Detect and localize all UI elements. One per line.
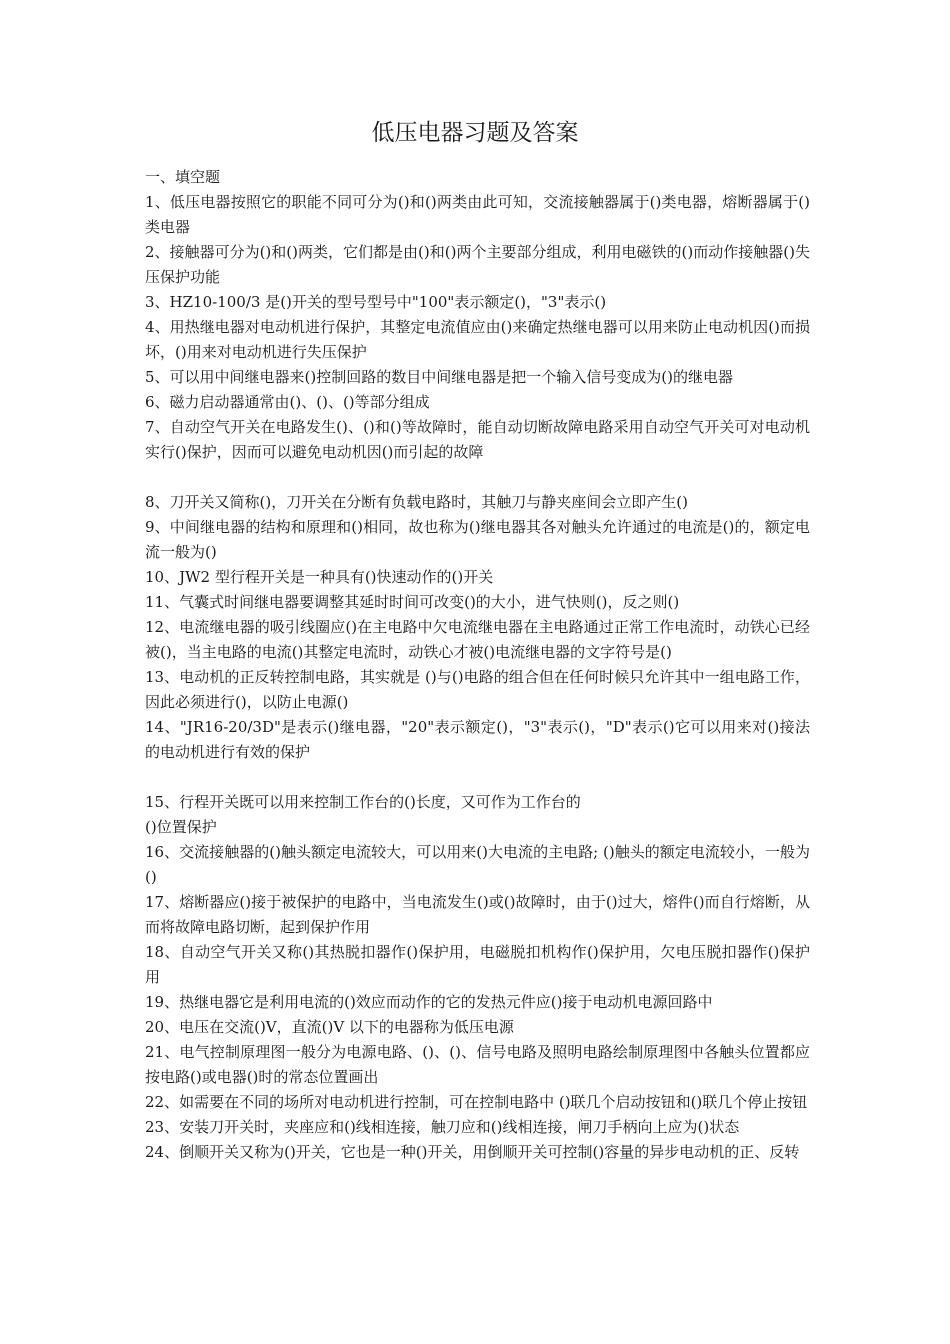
question-15-continued: ()位置保护 bbox=[145, 818, 217, 836]
question-23: 23、安装刀开关时，夹座应和()线相连接，触刀应和()线相连接，闸刀手柄向上应为()状态 bbox=[145, 1118, 740, 1136]
question-2: 2、接触器可分为()和()两类，它们都是由()和()两个主要部分组成，利用电磁铁的()而动作接触器()失压保护功能 bbox=[145, 243, 810, 286]
paragraph-gap bbox=[145, 465, 810, 490]
document-title: 低压电器习题及答案 bbox=[371, 120, 579, 146]
paragraph-gap bbox=[145, 765, 810, 790]
question-7: 7、自动空气开关在电路发生()、()和()等故障时，能自动切断故障电路采用自动空气开关可对电动机实行()保护，因而可以避免电动机因()而引起的故障 bbox=[145, 418, 810, 461]
question-8: 8、刀开关又简称()，刀开关在分断有负载电路时，其触刀与静夹座间会立即产生() bbox=[145, 493, 688, 511]
question-14: 14、"JR16-20/3D"是表示()继电器，"20"表示额定()，"3"表示()，"D"表示()它可以用来对()接法的电动机进行有效的保护 bbox=[145, 718, 810, 761]
question-9: 9、中间继电器的结构和原理和()相同，故也称为()继电器其各对触头允许通过的电流是()的，额定电流一般为() bbox=[145, 518, 810, 561]
question-6: 6、磁力启动器通常由()、()、()等部分组成 bbox=[145, 393, 430, 411]
question-12: 12、电流继电器的吸引线圈应()在主电路中欠电流继电器在主电路通过正常工作电流时，动铁心已经被()，当主电路的电流()其整定电流时，动铁心才被()电流继电器的文字符号是() bbox=[145, 618, 810, 661]
section-heading: 一、填空题 bbox=[145, 168, 221, 186]
question-11: 11、气囊式时间继电器要调整其延时时间可改变()的大小，进气快则()，反之则() bbox=[145, 593, 680, 611]
question-21: 21、电气控制原理图一般分为电源电路、()、()、信号电路及照明电路绘制原理图中各触头位置都应按电路()或电器()时的常态位置画出 bbox=[145, 1043, 810, 1086]
question-18: 18、自动空气开关又称()其热脱扣器作()保护用，电磁脱扣机构作()保护用，欠电压脱扣器作()保护用 bbox=[145, 943, 810, 986]
question-22: 22、如需要在不同的场所对电动机进行控制，可在控制电路中 ()联几个启动按钮和()联几个停止按钮 bbox=[145, 1093, 808, 1111]
question-24: 24、倒顺开关又称为()开关，它也是一种()开关，用倒顺开关可控制()容量的异步电动机的正、反转 bbox=[145, 1143, 800, 1161]
question-10: 10、JW2 型行程开关是一种具有()快速动作的()开关 bbox=[145, 568, 494, 586]
question-16: 16、交流接触器的()触头额定电流较大，可以用来()大电流的主电路; ()触头的额定电流较小，一般为() bbox=[145, 843, 810, 886]
question-19: 19、热继电器它是利用电流的()效应而动作的它的发热元件应()接于电动机电源回路中 bbox=[145, 993, 713, 1011]
question-3: 3、HZ10-100/3 是()开关的型号型号中"100"表示额定()，"3"表示() bbox=[145, 293, 607, 311]
question-20: 20、电压在交流()V，直流()V 以下的电器称为低压电源 bbox=[145, 1018, 514, 1036]
question-1: 1、低压电器按照它的职能不同可分为()和()两类由此可知，交流接触器属于()类电器，熔断器属于()类电器 bbox=[145, 193, 810, 236]
question-15: 15、行程开关既可以用来控制工作台的()长度，又可作为工作台的 bbox=[145, 793, 581, 811]
document-body bbox=[145, 165, 810, 1165]
question-5: 5、可以用中间继电器来()控制回路的数目中间继电器是把一个输入信号变成为()的继电器 bbox=[145, 368, 733, 386]
question-17: 17、熔断器应()接于被保护的电路中，当电流发生()或()故障时，由于()过大，熔件()而自行熔断，从而将故障电路切断，起到保护作用 bbox=[145, 893, 810, 936]
question-4: 4、用热继电器对电动机进行保护，其整定电流值应由()来确定热继电器可以用来防止电动机因()而损坏，()用来对电动机进行失压保护 bbox=[145, 318, 810, 361]
question-13: 13、电动机的正反转控制电路，其实就是 ()与()电路的组合但在任何时候只允许其中一组电路工作，因此必须进行()，以防止电源() bbox=[145, 668, 810, 711]
